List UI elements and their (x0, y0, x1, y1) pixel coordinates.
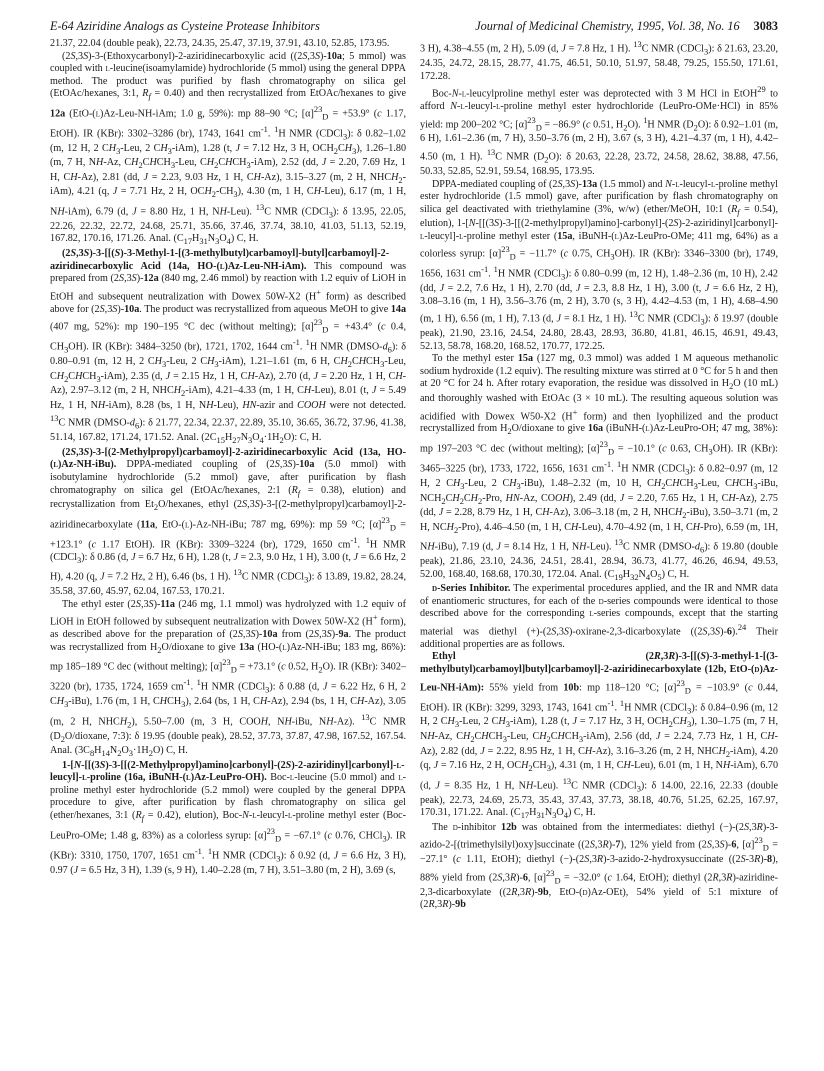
page-header (50, 17, 778, 37)
left-column (50, 38, 406, 877)
page-number: 3083 (753, 19, 778, 33)
paragraph: The d-inhibitor 12b was obtained from the intermediates: diethyl (−)-(2S,3R)-3-azido-2-[(trimethylsilyl)oxy]succinate ((2S,3R)-7), 12% yield from (2S,3S)-6, $[\alpha]^{23}_D = -27.1^\circ$ (c 1.11, EtOH); diethyl (−)-(2S,3R)-3-azido-2-hydroxysuccinate ((2S-3R)-8), 88% yield from (2S,3R)-6, $[\alpha]^{23}_D = -32.0^\circ$ (c 1.64, EtOH); diethyl (2R,3R)-aziridine-2,3-dicarboxylate ((2R,3R)-9b, EtO-(d)Az-OEt), 54% yield of 5:1 mixture of (2R,3R)-9b (420, 821, 778, 911)
paragraph: (2S,3S)-3-[[(S)-3-Methyl-1-[(3-methylbutyl)carbamoyl]-butyl]carbamoyl]-2-aziridinecarboxylic Acid (14a, HO-(l)Az-Leu-NH-iAm). This compound was prepared from (2S,3S)-12a (840 mg, 2.46 mmol) by reaction with 1.2 equiv of LiOH in EtOH and subsequent neutralization with Dowex 50W-X2 (H+ form) as described above for (2S,3S)-10a. The product was recrystallized from aqueous MeOH to give 14a (407 mg, 52%): mp 190–195 °C dec (without melting); $[\alpha]^{23}_D = +43.4^\circ$ (c 0.4, $CH_3OH$). IR (KBr): 3484–3250 (br), 1721, 1702, 1644 $cm^{-1}$. $^1$H NMR $(DMSO-d_6)$: δ 0.80–0.91 (m, 12 H, 2 $CH_3$-Leu, 2 $CH_3-iAm$), 1.21–1.61 (m, 6 H, $CH_2CHCH_3$-Leu, $CH_2CHCH_3-iAm$), 2.35 (d, J = 2.15 Hz, 1 H, CH-Az), 2.70 (d, J = 2.20 Hz, 1 H, CH-Az), 2.97–3.12 (m, 2 H, $NHCH_2-iAm$), 4.21–4.33 (m, 1 H, CH-Leu), 8.01 (t, J = 5.49 Hz, 1 H, NH-iAm), 8.28 (bs, 1 H, NH-Leu), HN-azir and COOH were not detected. $^{13}$C NMR $(DMSO-d_6)$: δ 21.77, 22.34, 22.37, 22.89, 35.10, 36.65, 36.72, 37.96, 41.38, 51.14, 167.82, 171.24, 171.52. Anal. $(2C_{15}H_{27}N_3O_4\cdot 1H_2O)$: C, H. (50, 248, 407, 446)
paragraph: To the methyl ester 15a (127 mg, 0.3 mmol) was added 1 M aqueous methanolic sodium hydroxide (1.2 equiv). The resulting mixture was stirred at 0 °C for 5 h and then at 20 °C for 24 h. After rotary evaporation, the residue was dissolved in $H_2O$ (10 mL) and thoroughly washed with EtOAc (3 × 10 mL). The resulting aqueous solution was acidified with Dowex W50-X2 (H+ form) and then lyophilized and the product recrystallized from $H_2O$/dioxane to give 16a (iBuNH-(l)Az-LeuPro-OH; 47 mg, 38%): mp 197–203 °C dec (without melting); $[\alpha]^{23}_D = -10.1^\circ$ (c 0.63, $CH_3OH$). IR (KBr): 3465–3225 (br), 1733, 1722, 1656, 1631 $cm^{-1}$. $^1$H NMR (CDCl$_3$): δ 0.82–0.97 (m, 12 H, 2 $CH_3$-Leu, 2 $CH_3-iBu$), 1.48–2.32 (m, 10 H, $CH_2CHCH_3$-Leu, $CHCH_3$-iBu, $NCH_2CH_2CH_2$-Pro, HN-Az, COOH), 2.49 (dd, J = 2.20, 7.65 Hz, 1 H, CH-Az), 2.75 (dd, J = 2.28, 8.79 Hz, 1 H, CH-Az), 3.06–3.18 (m, 2 H, $NHCH_2-iBu$), 3.50–3.71 (m, 2 H, $NCH_2-Pro$), 4.46–4.50 (m, 1 H, CH-Leu), 4.70–4.92 (m, 1 H, CH-Pro), 6.59 (m, 1H, NH-iBu), 7.19 (d, J = 8.14 Hz, 1 H, NH-Leu). $^{13}$C NMR $(DMSO-d_6)$: δ 19.80 (double peak), 21.86, 23.10, 24.36, 24.51, 28.41, 28.94, 36.73, 41.77, 46.26, 46.94, 49.53, 52.00, 168.40, 168.68, 170.30, 172.04. Anal. $(C_{19}H_{32}N_4O_5)$ C, H. (420, 353, 779, 582)
paragraph: The ethyl ester (2S,3S)-11a (246 mg, 1.1 mmol) was hydrolyzed with 1.2 equiv of LiOH in EtOH followed by subsequent neutralization with Dowex 50W-X2 (H+ form), as described above for the preparation of (2S,3S)-10a from (2S,3S)-9a. The product was recrystallized from $H_2O$/dioxane to give 13a (HO-(l)Az-NH-iBu; 183 mg, 86%): mp 185–189 °C dec (without melting); $[\alpha]^{23}_D = +73.1^\circ$ (c 0.52, $H_2O$). IR (KBr): 3402–3220 (br), 1735, 1724, 1659 $cm^{-1}$. $^1$H NMR (CDCl$_3$): δ 0.88 (d, J = 6.22 Hz, 6 H, 2 $CH_3-iBu$), 1.76 (m, 1 H, $CHCH_3$), 2.64 (bs, 1 H, CH-Az), 2.94 (bs, 1 H, CH-Az), 3.05 (m, 2 H, $NHCH_2$), 5.50–7.00 (m, 3 H, COOH, NH-iBu, NH-Az). $^{13}$C NMR ($D_2O$/dioxane, 7:3): δ 19.95 (double peak), 28.52, 37.73, 37.87, 47.98, 167.52, 167.54. Anal. $(3C_8H_{14}N_2O_3\cdot 1H_2O)$ C, H. (50, 598, 407, 759)
paragraph: Ethyl (2R,3R)-3-[[(S)-3-methyl-1-[(3-methylbutyl)carbamoyl]butyl]carbamoyl]-2-aziridinecarboxylate (12b, EtO-(d)Az-Leu-NH-iAm): 55% yield from 10b: mp 118–120 °C; $[\alpha]^{23}_D = -103.9^\circ$ (c 0.44, EtOH). IR (KBr): 3299, 3293, 1743, 1641 $cm^{-1}$. $^1$H NMR (CDCl$_3$): δ 0.84–0.96 (m, 12 H, 2 $CH_3$-Leu, 2 $CH_3-iAm$), 1.28 (t, J = 7.17 Hz, 3 H, $OCH_2CH_3$), 1.30–1.75 (m, 7 H, NH-Az, $CH_2CHCH_3$-Leu, $CH_2CHCH_3-iAm$), 2.56 (dd, J = 2.24, 7.73 Hz, 1 H, CH-Az), 2.82 (dd, J = 2.22, 8.95 Hz, 1 H, CH-Az), 3.16–3.26 (m, 2 H, $NHCH_2-iAm$), 4.20 (q, J = 7.16 Hz, 2 H, $OCH_2CH_3$), 4.31 (m, 1 H, CH-Leu), 6.01 (m, 1 H, NH-iAm), 6.70 (d, J = 8.35 Hz, 1 H, NH-Leu). $^{13}$C NMR (CDCl$_3$): δ 14.00, 22.16, 22.33 (double peak), 22.73, 24.69, 25.73, 35.43, 37.43, 37.73, 38.18, 40.76, 51.25, 62.25, 167.97, 170.31, 171.22. Anal. $(C_{17}H_{31}N_3O_4)$ C, H. (420, 651, 779, 821)
paragraph: Boc-N-l-leucylproline methyl ester was deprotected with 3 M HCl in EtOH$^{29}$ to afford N-l-leucyl-l-proline methyl ester hydrochloride (LeuPro-OMe·HCl) in 85% yield: mp 200–202 °C; $[\alpha]^{23}_D = -86.9^\circ$ (c 0.51, $H_2O$). $^1$H NMR $(D_2O)$: δ 0.92–1.01 (m, 6 H), 1.61–2.36 (m, 7 H), 3.50–3.76 (m, 2 H), 3.67 (s, 3 H), 4.21–4.37 (m, 1 H), 4.42–4.50 (m, 1 H). $^{13}$C NMR $(D_2O)$: δ 20.63, 22.28, 23.72, 24.58, 28.62, 38.88, 47.56, 50.33, 52.85, 52.91, 59.54, 168.95, 173.95. (420, 84, 779, 177)
paragraph: (2S,3S)-3-[(2-Methylpropyl)carbamoyl]-2-aziridinecarboxylic Acid (13a, HO-(l)Az-NH-iBu). DPPA-mediated coupling of (2S,3S)-10a (5.0 mmol) with isobutylamine hydrochloride (5.2 mmol) gave, after purification by flash chromatography on silica gel (EtOAc/hexanes, 2:1 $(R_f = 0.38)$, elution) and recrystallization from $Et_2O$/hexanes, ethyl (2S,3S)-3-[(2-methylpropyl)carbamoyl]-2-aziridinecarboxylate (11a, EtO-(l)-Az-NH-iBu; 787 mg, 69%): mp 59 °C; $[\alpha]^{23}_D = +123.1^\circ$ (c 1.17 EtOH). IR (KBr): 3309–3224 (br), 1729, 1650 $cm^{-1}$. $^1$H NMR (CDCl$_3$): δ 0.86 (d, J = 6.7 Hz, 6 H), 1.28 (t, J = 2.3, 9.0 Hz, 1 H), 3.00 (t, J = 6.6 Hz, 2 H), 4.20 (q, J = 7.2 Hz, 2 H), 6.46 (bs, 1 H). $^{13}$C NMR (CDCl$_3$): δ 13.89, 19.82, 28.24, 35.58, 37.60, 45.97, 62.04, 167.53, 170.21. (50, 446, 406, 598)
journal-citation (475, 19, 778, 34)
paragraph: d-Series Inhibitor. The experimental procedures applied, and the IR and NMR data of enantiomeric structures, for each of the d-series compounds were identical to those described above for the corresponding l-series compounds, except that the starting material was diethyl (+)-(2S,3S)-oxirane-2,3-dicarboxylate ((2S,3S)-6).$^{24}$ Their additional properties are as follows. (420, 583, 778, 650)
paragraph: DPPA-mediated coupling of (2S,3S)-13a (1.5 mmol) and N-l-leucyl-l-proline methyl ester hydrochloride (1.5 mmol) gave, after purification by flash chromatography on silica gel deactivated with triethylamine (3%, w/w) (ether/MeOH, 10:1 $(R_f = 0.54)$, elution), 1-[N-[[(3S)-3-[[(2-methylpropyl)amino]-carbonyl]-(2S)-2-aziridinyl]carbonyl]-l-leucyl]-l-proline methyl ester (15a, iBuNH-(l)Az-LeuPro-OMe; 411 mg, 64%) as a colorless syrup: $[\alpha]^{23}_D = -11.7^\circ$ (c 0.75, $CH_3OH$). IR (KBr): 3346–3300 (br), 1749, 1656, 1631 $cm^{-1}$. $^1$H NMR (CDCl$_3$): δ 0.80–0.99 (m, 12 H), 1.48–2.36 (m, 10 H), 2.42 (dd, J = 2.2, 7.6 Hz, 1 H), 2.70 (dd, J = 2.3, 8.8 Hz, 1 H), 3.00 (t, J = 6.6 Hz, 2 H), 3.08–3.16 (m, 1 H), 3.56–3.76 (m, 2 H), 3.70 (s, 3 H), 4.42–4.53 (m, 1 H), 4.68–4.90 (m, 1 H), 6.56 (m, 1 H), 7.13 (d, J = 8.1 Hz, 1 H). $^{13}$C NMR (CDCl$_3$): δ 19.97 (double peak), 21.90, 23.16, 24.54, 24.80, 28.43, 28.93, 36.80, 41.81, 46.15, 46.91, 49.43, 52.13, 58.78, 168.20, 168.52, 170.77, 172.25. (420, 178, 779, 352)
paragraph: (2S,3S)-3-(Ethoxycarbonyl)-2-aziridinecarboxylic acid ((2S,3S)-10a; 5 mmol) was coupled with l-leucine(isoamylamide) hydrochloride (5 mmol) using the general DPPA method. The product was purified by flash chromatography on silica gel (EtOAc/hexanes, 3:1, $R_f = 0.40$) and then recrystallized from EtOAc/hexanes to give 12a (EtO-(l)Az-Leu-NH-iAm; 1.0 g, 59%): mp 88–90 °C; $[\alpha]^{23}_D = +53.9^\circ$ (c 1.17, EtOH). IR (KBr): 3302–3286 (br), 1743, 1641 $cm^{-1}$. $^1$H NMR (CDCl$_3$): δ 0.82–1.02 (m, 12 H, 2 $CH_3$-Leu, 2 $CH_3-iAm$), 1.28 (t, J = 7.12 Hz, 3 H, $OCH_2CH_3$), 1.26–1.80 (m, 7 H, NH-Az, $CH_2CHCH_3$-Leu, $CH_2CHCH_3-iAm$), 2.52 (dd, J = 2.20, 7.69 Hz, 1 H, CH-Az), 2.81 (dd, J = 2.23, 9.03 Hz, 1 H, CH-Az), 3.15–3.27 (m, 2 H, $NHCH_2-iAm$), 4.21 (q, J = 7.71 Hz, 2 H, $OCH_2-CH_3$), 4.30 (m, 1 H, CH-Leu), 6.17 (m, 1 H, NH-iAm), 6.79 (d, J = 8.80 Hz, 1 H, NH-Leu). $^{13}$C NMR (CDCl$_3$): δ 13.95, 22.05, 22.26, 22.32, 22.72, 24.68, 25.71, 35.66, 37.46, 37.74, 38.10, 41.03, 51.13, 52.19, 167.82, 170.16, 171.26. Anal. $(C_{17}H_{31}N_3O_4)$ C, H. (50, 50, 407, 247)
paragraph: 3 H), 4.38–4.55 (m, 2 H), 5.09 (d, J = 7.8 Hz, 1 H). $^{13}$C NMR (CDCl$_3$): δ 21.63, 23.20, 24.35, 24.72, 28.15, 28.77, 41.75, 46.51, 50.10, 51.97, 58.48, 79.25, 155.50, 171.61, 172.28. (420, 39, 778, 82)
journal-name: Journal of Medicinal Chemistry, 1995, Vol. 38, No. 16 (475, 19, 740, 33)
paragraph: 1-[N-[[(3S)-3-[[(2-Methylpropyl)amino]carbonyl]-(2S)-2-aziridinyl]carbonyl]-l-leucyl]-l-proline (16a, iBuNH-(l)Az-LeuPro-OH). Boc-l-leucine (5.0 mmol) and l-proline methyl ester hydrochloride (5.2 mmol) were coupled by the general DPPA procedure to give, after purification by flash chromatography on silica gel (ether/hexanes, 3:1 $(R_f = 0.42)$, elution), Boc-N-l-leucyl-l-proline methyl ester (Boc-LeuPro-OMe; 1.48 g, 83%) as a colorless syrup: $[\alpha]^{23}_D = -67.1^\circ$ (c 0.76, CHCl$_3$). IR (KBr): 3310, 1750, 1707, 1651 $cm^{-1}$. $^1$H NMR (CDCl$_3$): δ 0.92 (d, J = 6.6 Hz, 3 H), 0.97 (J = 6.5 Hz, 3 H), 1.39 (s, 9 H), 1.40–2.28 (m, 7 H), 3.51–3.80 (m, 2 H), 3.69 (s, (50, 759, 407, 876)
right-column (420, 38, 778, 912)
paragraph: 21.37, 22.04 (double peak), 22.73, 24.35, 25.47, 37.19, 37.91, 43.10, 52.85, 173.95. (50, 38, 390, 49)
running-title: E-64 Aziridine Analogs as Cysteine Protease Inhibitors (50, 19, 320, 33)
